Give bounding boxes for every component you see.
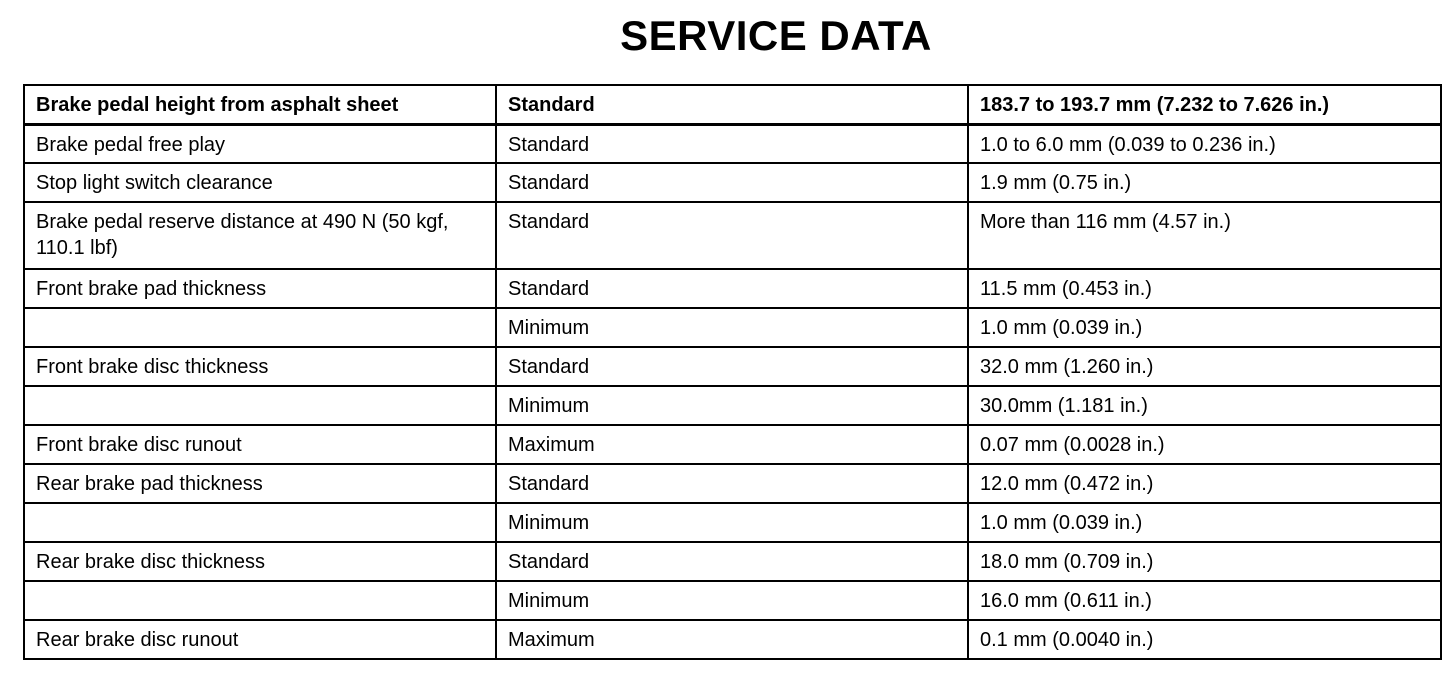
table-cell-condition: Minimum	[496, 503, 968, 542]
table-cell-condition: Minimum	[496, 386, 968, 425]
table-cell-value: 32.0 mm (1.260 in.)	[968, 347, 1441, 386]
table-cell-item: Front brake disc thickness	[24, 347, 496, 386]
table-header-row	[24, 85, 1441, 124]
table-cell-value: 1.0 mm (0.039 in.)	[968, 308, 1441, 347]
table-cell-value: 1.0 to 6.0 mm (0.039 to 0.236 in.)	[968, 124, 1441, 163]
table-cell-condition: Minimum	[496, 581, 968, 620]
table-cell-value: 0.1 mm (0.0040 in.)	[968, 620, 1441, 659]
table-row	[24, 386, 1441, 425]
table-cell-value: More than 116 mm (4.57 in.)	[968, 202, 1441, 269]
table-cell-condition: Maximum	[496, 620, 968, 659]
table-row	[24, 347, 1441, 386]
table-cell-condition: Standard	[496, 464, 968, 503]
table-cell-value: 30.0mm (1.181 in.)	[968, 386, 1441, 425]
table-cell-value: 1.9 mm (0.75 in.)	[968, 163, 1441, 202]
table-cell-value: 0.07 mm (0.0028 in.)	[968, 425, 1441, 464]
table-cell-condition: Standard	[496, 85, 968, 124]
table-row	[24, 308, 1441, 347]
table-cell-item: Stop light switch clearance	[24, 163, 496, 202]
table-cell-item: Brake pedal free play	[24, 124, 496, 163]
table-row	[24, 581, 1441, 620]
table-cell-condition: Minimum	[496, 308, 968, 347]
table-cell-value: 11.5 mm (0.453 in.)	[968, 269, 1441, 308]
table-row	[24, 269, 1441, 308]
table-cell-item: Rear brake pad thickness	[24, 464, 496, 503]
table-row	[24, 124, 1441, 163]
table-cell-value: 16.0 mm (0.611 in.)	[968, 581, 1441, 620]
table-row	[24, 163, 1441, 202]
table-cell-item: Front brake pad thickness	[24, 269, 496, 308]
table-cell-item	[24, 503, 496, 542]
table-cell-condition: Standard	[496, 542, 968, 581]
table-cell-condition: Standard	[496, 163, 968, 202]
table-cell-condition: Standard	[496, 347, 968, 386]
table-cell-condition: Standard	[496, 202, 968, 269]
table-cell-item	[24, 386, 496, 425]
table-cell-item: Brake pedal reserve distance at 490 N (50 kgf, 110.1 lbf)	[24, 202, 496, 269]
table-row	[24, 202, 1441, 269]
table-cell-condition: Standard	[496, 269, 968, 308]
table-row	[24, 620, 1441, 659]
service-data-table	[23, 84, 1442, 660]
table-cell-item	[24, 308, 496, 347]
table-cell-value: 12.0 mm (0.472 in.)	[968, 464, 1441, 503]
table-cell-condition: Standard	[496, 124, 968, 163]
table-cell-item: Rear brake disc thickness	[24, 542, 496, 581]
table-row	[24, 503, 1441, 542]
table-cell-value: 1.0 mm (0.039 in.)	[968, 503, 1441, 542]
table-row	[24, 425, 1441, 464]
table-cell-value: 183.7 to 193.7 mm (7.232 to 7.626 in.)	[968, 85, 1441, 124]
table-cell-item: Rear brake disc runout	[24, 620, 496, 659]
table-cell-item: Brake pedal height from asphalt sheet	[24, 85, 496, 124]
table-cell-condition: Maximum	[496, 425, 968, 464]
table-cell-item: Front brake disc runout	[24, 425, 496, 464]
page-title: SERVICE DATA	[620, 12, 932, 59]
table-row	[24, 542, 1441, 581]
table-row	[24, 464, 1441, 503]
table-cell-item	[24, 581, 496, 620]
table-cell-value: 18.0 mm (0.709 in.)	[968, 542, 1441, 581]
